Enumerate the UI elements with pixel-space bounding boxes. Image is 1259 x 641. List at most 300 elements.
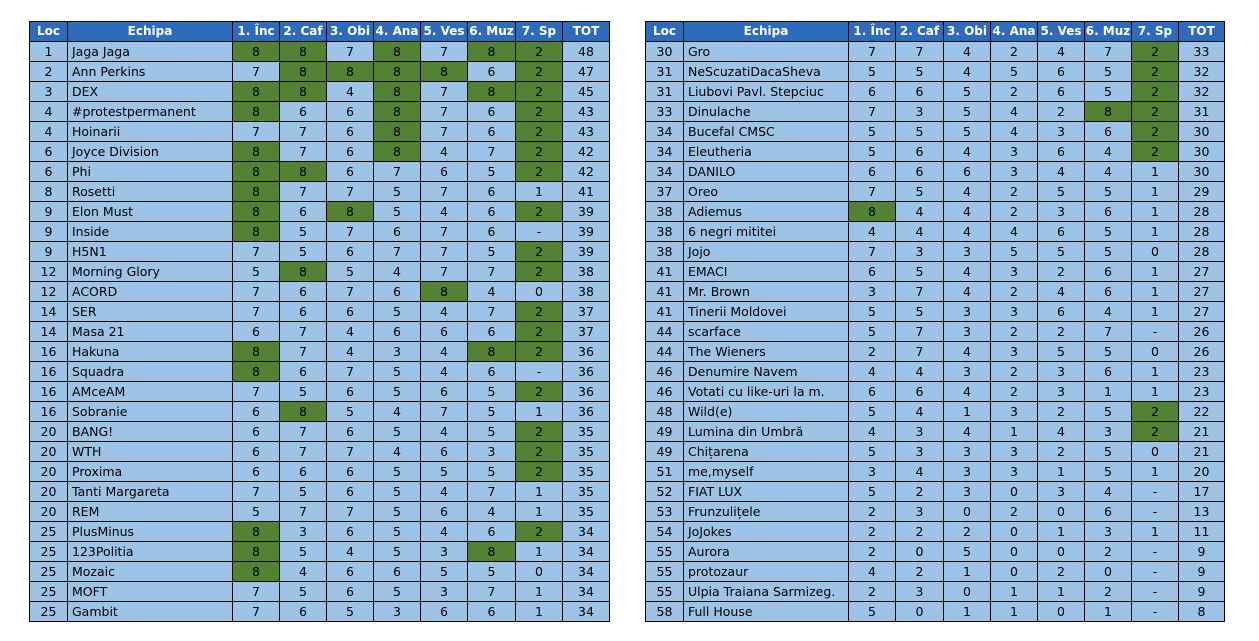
score-cell: 6 (1085, 502, 1132, 522)
score-cell: 7 (374, 162, 421, 182)
score-cell: 5 (1085, 242, 1132, 262)
rank-cell: 12 (30, 262, 68, 282)
score-cell: 4 (944, 42, 991, 62)
score-cell: 7 (327, 282, 374, 302)
table-row (30, 362, 610, 382)
total-cell: 37 (563, 302, 610, 322)
table-row (30, 502, 610, 522)
score-cell: 3 (991, 442, 1038, 462)
table-row (30, 582, 610, 602)
team-name-cell: 6 negri mititei (684, 222, 849, 242)
table-row (30, 242, 610, 262)
score-cell: 5 (849, 322, 896, 342)
score-cell: 5 (468, 162, 516, 182)
score-cell: 2 (516, 322, 563, 342)
score-cell: 4 (280, 562, 327, 582)
team-name-cell: Adiemus (684, 202, 849, 222)
score-cell: 5 (233, 262, 280, 282)
score-cell: 2 (991, 82, 1038, 102)
score-cell: 5 (1085, 82, 1132, 102)
score-cell: 5 (233, 502, 280, 522)
score-cell: 6 (468, 602, 516, 622)
score-cell: 4 (468, 282, 516, 302)
score-cell: 7 (421, 122, 468, 142)
score-cell: 7 (233, 282, 280, 302)
score-cell: 4 (374, 262, 421, 282)
score-cell: 6 (468, 362, 516, 382)
team-name-cell: REM (68, 502, 233, 522)
table-row (646, 582, 1225, 602)
table-row (30, 442, 610, 462)
rank-cell: 20 (30, 462, 68, 482)
score-cell: 1 (516, 582, 563, 602)
table-row (30, 482, 610, 502)
team-name-cell: Oreo (684, 182, 849, 202)
score-cell: 2 (1132, 402, 1179, 422)
score-cell: 0 (1085, 562, 1132, 582)
score-cell: 7 (1085, 42, 1132, 62)
score-cell: 2 (849, 582, 896, 602)
total-cell: 39 (563, 222, 610, 242)
score-cell: 6 (1038, 142, 1085, 162)
score-cell: 5 (944, 82, 991, 102)
score-cell: 4 (327, 542, 374, 562)
score-cell: 7 (280, 422, 327, 442)
score-cell: 6 (280, 102, 327, 122)
score-cell: 4 (421, 422, 468, 442)
score-cell: 2 (991, 282, 1038, 302)
table-row (646, 162, 1225, 182)
score-cell: 3 (991, 402, 1038, 422)
total-cell: 39 (563, 242, 610, 262)
team-name-cell: Jojo (684, 242, 849, 262)
score-cell: 3 (1085, 522, 1132, 542)
score-cell: 8 (233, 142, 280, 162)
score-cell: 6 (374, 322, 421, 342)
table-row (30, 322, 610, 342)
score-cell: 4 (1038, 282, 1085, 302)
table-row (646, 102, 1225, 122)
score-cell: 6 (1038, 222, 1085, 242)
score-cell: 3 (896, 582, 944, 602)
team-name-cell: scarface (684, 322, 849, 342)
score-cell: 8 (421, 62, 468, 82)
score-cell: 6 (280, 282, 327, 302)
score-cell: 6 (1085, 122, 1132, 142)
rank-cell: 6 (30, 142, 68, 162)
total-cell: 21 (1179, 442, 1225, 462)
rank-cell: 16 (30, 402, 68, 422)
table-row (646, 362, 1225, 382)
score-cell: 5 (468, 382, 516, 402)
team-name-cell: 123Politia (68, 542, 233, 562)
score-cell: 7 (280, 442, 327, 462)
column-header: TOT (1179, 22, 1225, 42)
total-cell: 43 (563, 102, 610, 122)
score-cell: 3 (896, 422, 944, 442)
team-name-cell: Joyce Division (68, 142, 233, 162)
rank-cell: 25 (30, 562, 68, 582)
rank-cell: 55 (646, 582, 684, 602)
rank-cell: 54 (646, 522, 684, 542)
rank-cell: 31 (646, 82, 684, 102)
rank-cell: 52 (646, 482, 684, 502)
score-cell: 6 (421, 442, 468, 462)
score-cell: 3 (991, 302, 1038, 322)
team-name-cell: Ulpia Traiana Sarmizeg. (684, 582, 849, 602)
score-cell: 2 (1132, 122, 1179, 142)
team-name-cell: Proxima (68, 462, 233, 482)
score-cell: 6 (468, 522, 516, 542)
rank-cell: 55 (646, 542, 684, 562)
table-row (30, 302, 610, 322)
rank-cell: 20 (30, 482, 68, 502)
score-cell: 1 (1085, 382, 1132, 402)
rank-cell: 37 (646, 182, 684, 202)
table-row (30, 382, 610, 402)
score-cell: 8 (374, 142, 421, 162)
score-cell: 6 (849, 262, 896, 282)
score-cell: 8 (421, 282, 468, 302)
score-cell: 5 (374, 422, 421, 442)
team-name-cell: Mr. Brown (684, 282, 849, 302)
score-cell: 2 (516, 422, 563, 442)
score-cell: 1 (516, 402, 563, 422)
rank-cell: 25 (30, 602, 68, 622)
table-row (646, 322, 1225, 342)
score-cell: 5 (468, 402, 516, 422)
total-cell: 23 (1179, 362, 1225, 382)
score-cell: 5 (991, 242, 1038, 262)
score-cell: 2 (1132, 422, 1179, 442)
score-cell: 6 (468, 202, 516, 222)
score-cell: 1 (1132, 382, 1179, 402)
table-body-left (30, 42, 610, 622)
column-header: 4. Ana (374, 22, 421, 42)
table-row (30, 462, 610, 482)
rank-cell: 6 (30, 162, 68, 182)
team-name-cell: Sobranie (68, 402, 233, 422)
rank-cell: 34 (646, 122, 684, 142)
score-cell: 6 (327, 422, 374, 442)
score-cell: 3 (944, 322, 991, 342)
column-header: 1. Înc (849, 22, 896, 42)
table-row (646, 262, 1225, 282)
score-cell: 4 (849, 222, 896, 242)
score-cell: 6 (327, 562, 374, 582)
total-cell: 32 (1179, 62, 1225, 82)
team-name-cell: EMACI (684, 262, 849, 282)
score-cell: 4 (944, 62, 991, 82)
rank-cell: 9 (30, 202, 68, 222)
total-cell: 30 (1179, 142, 1225, 162)
score-cell: 7 (327, 42, 374, 62)
team-name-cell: NeScuzatiDacaSheva (684, 62, 849, 82)
score-cell: 3 (944, 442, 991, 462)
table-row (646, 502, 1225, 522)
score-cell: 1 (1132, 162, 1179, 182)
score-cell: 8 (374, 82, 421, 102)
team-name-cell: SER (68, 302, 233, 322)
score-cell: 4 (944, 422, 991, 442)
score-cell: 4 (1038, 42, 1085, 62)
total-cell: 33 (1179, 42, 1225, 62)
score-cell: 6 (849, 382, 896, 402)
score-cell: 5 (849, 122, 896, 142)
score-cell: 5 (374, 522, 421, 542)
score-cell: 5 (374, 582, 421, 602)
total-cell: 21 (1179, 422, 1225, 442)
score-cell: 4 (1038, 422, 1085, 442)
score-cell: 3 (944, 462, 991, 482)
rank-cell: 38 (646, 242, 684, 262)
score-cell: 3 (1038, 362, 1085, 382)
total-cell: 23 (1179, 382, 1225, 402)
score-cell: 4 (944, 142, 991, 162)
score-cell: 2 (516, 122, 563, 142)
score-cell: 6 (327, 142, 374, 162)
team-name-cell: Mozaic (68, 562, 233, 582)
rank-cell: 9 (30, 222, 68, 242)
table-row (30, 282, 610, 302)
score-cell: 4 (896, 202, 944, 222)
score-cell: 5 (896, 182, 944, 202)
total-cell: 27 (1179, 282, 1225, 302)
score-cell: 3 (468, 442, 516, 462)
score-cell: 8 (468, 42, 516, 62)
score-cell: 5 (280, 482, 327, 502)
score-cell: 7 (233, 382, 280, 402)
team-name-cell: Gambit (68, 602, 233, 622)
score-cell: 7 (280, 502, 327, 522)
score-cell: 4 (896, 222, 944, 242)
table-row (646, 442, 1225, 462)
table-row (646, 522, 1225, 542)
team-name-cell: Tanti Margareta (68, 482, 233, 502)
score-cell: 5 (280, 242, 327, 262)
score-cell: 7 (374, 242, 421, 262)
score-cell: 4 (896, 362, 944, 382)
table-row (646, 302, 1225, 322)
score-cell: 7 (421, 402, 468, 422)
total-cell: 27 (1179, 262, 1225, 282)
score-cell: 4 (421, 362, 468, 382)
score-cell: 0 (516, 282, 563, 302)
score-cell: 8 (233, 342, 280, 362)
score-cell: 8 (374, 102, 421, 122)
score-cell: 3 (280, 522, 327, 542)
score-cell: 1 (1132, 202, 1179, 222)
team-name-cell: Masa 21 (68, 322, 233, 342)
score-cell: 5 (1085, 62, 1132, 82)
score-cell: 1 (516, 502, 563, 522)
team-name-cell: Chițarena (684, 442, 849, 462)
score-cell: 8 (1085, 102, 1132, 122)
score-cell: 2 (1132, 142, 1179, 162)
total-cell: 36 (563, 382, 610, 402)
team-name-cell: Wild(e) (684, 402, 849, 422)
column-header: TOT (563, 22, 610, 42)
score-cell: 7 (849, 182, 896, 202)
score-cell: 8 (233, 542, 280, 562)
score-cell: 4 (896, 402, 944, 422)
rank-cell: 16 (30, 362, 68, 382)
score-cell: 3 (991, 142, 1038, 162)
table-row (646, 602, 1225, 622)
table-header-right (646, 22, 1225, 42)
team-name-cell: Aurora (684, 542, 849, 562)
score-cell: 5 (327, 262, 374, 282)
score-cell: 6 (233, 462, 280, 482)
table-row (30, 522, 610, 542)
score-cell: 7 (327, 362, 374, 382)
rank-cell: 12 (30, 282, 68, 302)
team-name-cell: BANG! (68, 422, 233, 442)
score-cell: 4 (1085, 482, 1132, 502)
score-cell: - (1132, 502, 1179, 522)
score-cell: 2 (1038, 322, 1085, 342)
column-header: 2. Caf (896, 22, 944, 42)
score-cell: 5 (374, 362, 421, 382)
score-cell: 6 (896, 82, 944, 102)
score-cell: 6 (421, 322, 468, 342)
score-cell: 4 (374, 402, 421, 422)
total-cell: 35 (563, 422, 610, 442)
score-cell: 2 (896, 482, 944, 502)
score-cell: 4 (991, 222, 1038, 242)
total-cell: 28 (1179, 202, 1225, 222)
rank-cell: 55 (646, 562, 684, 582)
score-cell: 8 (374, 122, 421, 142)
score-cell: 7 (421, 42, 468, 62)
team-name-cell: Tinerii Moldovei (684, 302, 849, 322)
team-name-cell: H5N1 (68, 242, 233, 262)
team-name-cell: #protestpermanent (68, 102, 233, 122)
score-cell: 3 (374, 342, 421, 362)
score-cell: - (1132, 322, 1179, 342)
table-row (646, 422, 1225, 442)
score-cell: 3 (944, 242, 991, 262)
score-cell: 5 (849, 302, 896, 322)
score-cell: 7 (849, 242, 896, 262)
score-cell: 8 (233, 162, 280, 182)
score-cell: 5 (1085, 182, 1132, 202)
score-cell: 4 (468, 502, 516, 522)
rank-cell: 46 (646, 382, 684, 402)
score-cell: 2 (849, 342, 896, 362)
score-cell: 6 (1085, 262, 1132, 282)
total-cell: 45 (563, 82, 610, 102)
team-name-cell: Votati cu like-uri la m. (684, 382, 849, 402)
rank-cell: 46 (646, 362, 684, 382)
score-cell: 3 (374, 602, 421, 622)
score-cell: 1 (1132, 302, 1179, 322)
score-cell: 8 (233, 562, 280, 582)
score-cell: 6 (1085, 362, 1132, 382)
score-cell: 4 (1085, 162, 1132, 182)
total-cell: 30 (1179, 162, 1225, 182)
column-header: 6. Muz (468, 22, 516, 42)
score-cell: 5 (374, 482, 421, 502)
score-cell: 4 (421, 342, 468, 362)
column-header: 5. Ves (1038, 22, 1085, 42)
score-cell: 5 (944, 542, 991, 562)
score-cell: - (1132, 542, 1179, 562)
table-row (30, 562, 610, 582)
rank-cell: 41 (646, 282, 684, 302)
score-cell: - (516, 362, 563, 382)
score-cell: 2 (991, 502, 1038, 522)
score-cell: 4 (421, 302, 468, 322)
table-row (646, 562, 1225, 582)
score-cell: 8 (468, 542, 516, 562)
score-cell: 7 (233, 582, 280, 602)
score-cell: 6 (421, 162, 468, 182)
score-cell: 1 (991, 582, 1038, 602)
table-row (646, 202, 1225, 222)
score-cell: 2 (1038, 562, 1085, 582)
score-cell: 8 (233, 182, 280, 202)
total-cell: 34 (563, 562, 610, 582)
score-cell: 2 (516, 102, 563, 122)
score-cell: 6 (280, 462, 327, 482)
score-cell: 3 (896, 242, 944, 262)
score-cell: 3 (421, 582, 468, 602)
score-cell: 8 (374, 42, 421, 62)
score-cell: 1 (1132, 522, 1179, 542)
score-cell: 8 (280, 402, 327, 422)
score-cell: 6 (327, 242, 374, 262)
score-cell: 4 (1038, 162, 1085, 182)
score-cell: 2 (516, 202, 563, 222)
score-cell: 2 (516, 242, 563, 262)
score-cell: 6 (233, 402, 280, 422)
total-cell: 41 (563, 182, 610, 202)
rank-cell: 2 (30, 62, 68, 82)
score-cell: 5 (280, 382, 327, 402)
score-cell: 7 (421, 182, 468, 202)
score-cell: 4 (421, 482, 468, 502)
score-cell: 3 (1038, 122, 1085, 142)
score-cell: 5 (280, 542, 327, 562)
score-cell: 5 (1038, 242, 1085, 262)
score-cell: 0 (991, 542, 1038, 562)
total-cell: 36 (563, 362, 610, 382)
score-cell: 6 (327, 482, 374, 502)
table-row (646, 282, 1225, 302)
score-cell: 1 (944, 402, 991, 422)
score-cell: 7 (233, 602, 280, 622)
score-cell: 5 (468, 562, 516, 582)
score-cell: 3 (1038, 202, 1085, 222)
score-cell: 6 (374, 562, 421, 582)
team-name-cell: MOFT (68, 582, 233, 602)
score-cell: 3 (1085, 422, 1132, 442)
score-cell: 6 (896, 162, 944, 182)
score-cell: 8 (233, 82, 280, 102)
score-cell: 3 (991, 262, 1038, 282)
score-cell: 5 (849, 402, 896, 422)
table-row (30, 182, 610, 202)
score-cell: 7 (421, 262, 468, 282)
score-cell: 6 (327, 122, 374, 142)
team-name-cell: Liubovi Pavl. Stepciuc (684, 82, 849, 102)
table-row (646, 122, 1225, 142)
score-cell: 4 (944, 222, 991, 242)
rank-cell: 44 (646, 322, 684, 342)
table-row (30, 162, 610, 182)
total-cell: 34 (563, 582, 610, 602)
